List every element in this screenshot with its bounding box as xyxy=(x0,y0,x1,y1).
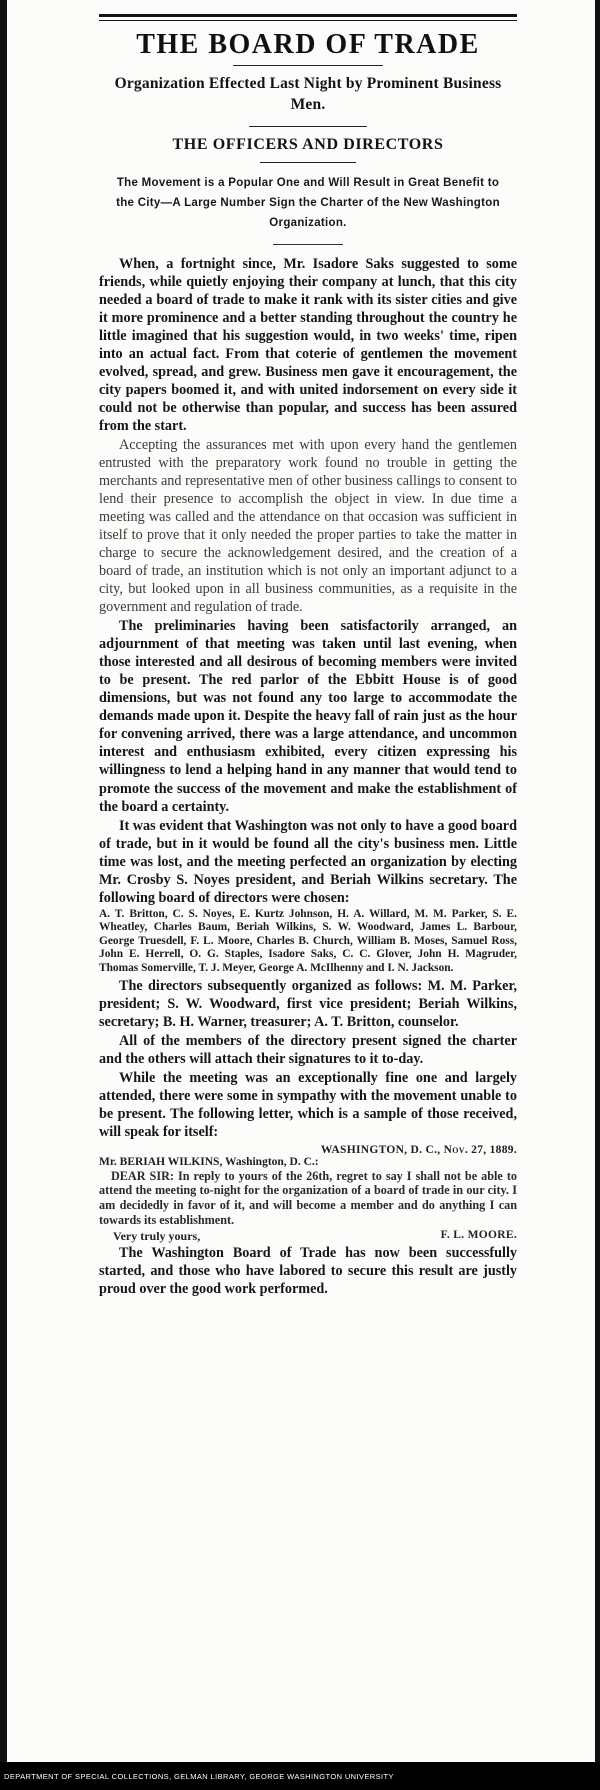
subhead-divider-rule xyxy=(260,162,356,163)
top-divider-rule xyxy=(99,14,517,21)
page-title: THE BOARD OF TRADE xyxy=(136,29,480,60)
letter-closing xyxy=(99,1229,517,1244)
article-summary: The Movement is a Popular One and Will Result in Great Benefit to the City—A Large Number Sign the Charter of the New Washington Organization. xyxy=(116,177,500,230)
letter-signature: F. L. MOORE. xyxy=(440,1229,517,1242)
deck-divider-rule xyxy=(249,126,367,127)
letter-closing-text: Very truly yours, xyxy=(113,1229,201,1244)
article-paragraph: The preliminaries having been satisfactorily arranged, an adjournment of that meeting was taken until last evening, when those interested and all desirous of becoming members were invited to be present. The red parlor of the Ebbitt House is of good dimensions, but was not found any too large to accommodate the demands made upon it. Despite the heavy fall of rain just as the hour for convening arrived, there was a large attendance, and uncommon interest and enthusiasm exhibited, every citizen expressing his willingness to lend a helping hand in any manner that would tend to promote the success of the movement and make the establishment of the board a certainty. xyxy=(99,618,517,815)
article-paragraph: Accepting the assurances met with upon every hand the gentlemen entrusted with the preparatory work found no trouble in getting the merchants and representative men of other business callings to consent to lend their presence to accomplish the object in view. In due time a meeting was called and the attendance on that occasion was sufficient in itself to prove that it only needed the proper parties to take the matter in charge to secure the acknowledgement desired, and the creation of a board of trade, an institution which is not only an important adjunct to a city, but looked upon in all business communities, as a requisite in the government and regulation of trade. xyxy=(99,436,517,616)
summary-divider-rule xyxy=(273,244,343,245)
article-subhead: THE OFFICERS AND DIRECTORS xyxy=(172,136,444,154)
article-paragraph: It was evident that Washington was not only to have a good board of trade, but in it would be found all the city's business men. Little time was lost, and the meeting perfected an organization by electing Mr. Crosby S. Noyes president, and Beriah Wilkins secretary. The following board of directors were chosen: xyxy=(99,817,517,906)
article-paragraph: All of the members of the directory present signed the charter and the others will attach their signatures to it to-day. xyxy=(99,1032,517,1067)
archive-credit-text: DEPARTMENT OF SPECIAL COLLECTIONS, GELMAN LIBRARY, GEORGE WASHINGTON UNIVERSITY xyxy=(4,1771,394,1781)
article-paragraph: While the meeting was an exceptionally fine one and largely attended, there were some in sympathy with the movement unable to be present. The following letter, which is a sample of those received, will speak for itself: xyxy=(99,1069,517,1140)
article-closing-paragraph: The Washington Board of Trade has now been successfully started, and those who have labored to secure this result are justly proud over the good work performed. xyxy=(99,1245,517,1298)
letter-body: DEAR SIR: In reply to yours of the 26th, regret to say I shall not be able to attend the meeting to-night for the organization of a board of trade in our city. I am decidedly in favor of it, and will become a member and do anything I can towards its establishment. xyxy=(99,1168,517,1227)
letter-dateline: WASHINGTON, D. C., Nov. 27, 1889. xyxy=(320,1143,517,1156)
article-column xyxy=(99,0,517,1299)
letter-addressee: Mr. BERIAH WILKINS, Washington, D. C.: xyxy=(99,1155,319,1168)
article-deck: Organization Effected Last Night by Prominent Business Men. xyxy=(114,75,502,114)
directors-name-list: A. T. Britton, C. S. Noyes, E. Kurtz Johnson, H. A. Willard, M. M. Parker, S. E. Wheatley, Charles Baum, Beriah Wilkins, S. W. Woodward, James L. Barbour, George Truesdell, F. L. Moore, Charles B. Church, William B. Moses, Samuel Ross, John E. Herrell, O. G. Staples, Isadore Saks, C. C. Glover, John H. Magruder, Thomas Somerville, T. J. Meyer, George A. McIlhenny and I. N. Jackson. xyxy=(99,907,517,974)
archive-credit-bar xyxy=(0,1762,600,1790)
article-paragraph: The directors subsequently organized as follows: M. M. Parker, president; S. W. Woodward, first vice president; Beriah Wilkins, secretary; B. H. Warner, treasurer; A. T. Britton, counselor. xyxy=(99,977,517,1030)
headline-divider-rule xyxy=(233,65,383,66)
article-paragraph: When, a fortnight since, Mr. Isadore Saks suggested to some friends, while quietly enjoying their company at lunch, that this city needed a board of trade to make it rank with its sister cities and give it more prominence and a better standing throughout the country he little imagined that his suggestion would, in two weeks' time, ripen into an actual fact. From that coterie of gentlemen the movement evolved, spread, and grew. Business men gave it encouragement, the city papers boomed it, and with united indorsement on every side it could not be otherwise than popular, and success has been assured from the start. xyxy=(99,255,517,434)
